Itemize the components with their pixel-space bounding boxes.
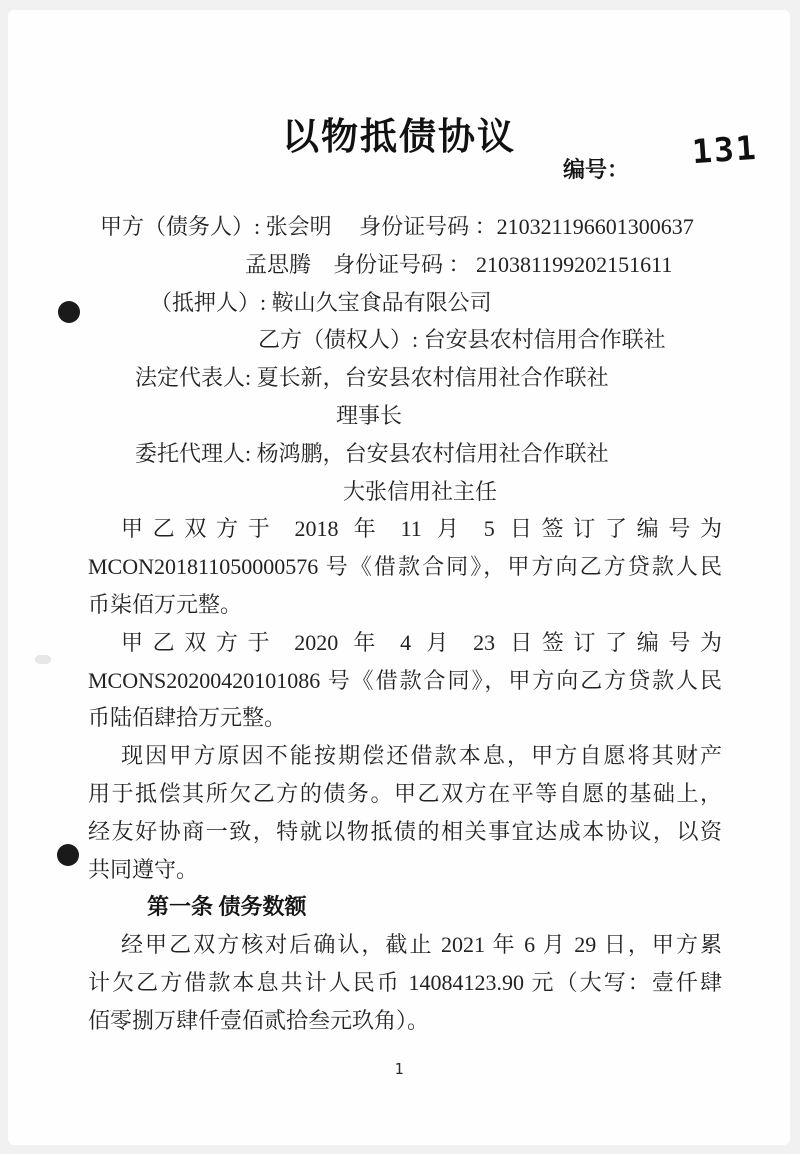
document-body [88, 208, 722, 1040]
loan-2020-line-1: 甲乙双方于 2020 年 4 月 23 日签订了编号为 [121, 629, 722, 655]
mortgagor-line: （抵押人）: 鞍山久宝食品有限公司 [150, 289, 492, 315]
party-a-debtor-line: 甲方（债务人）: 张会明 身份证号码 ：210321196601300637 [100, 214, 694, 239]
preamble-line-1: 现因甲方原因不能按期偿还借款本息，甲方自愿将其财产 [121, 743, 722, 769]
binder-hole-mark-bottom [57, 844, 79, 866]
chairman-title-line: 理事长 [336, 402, 403, 428]
handwritten-serial: 131 [690, 127, 759, 172]
preamble-line-4: 共同遵守。 [88, 856, 199, 882]
binder-hole-mark-top [58, 301, 80, 323]
legal-representative-line: 法定代表人: 夏长新，台安县农村信用社合作联社 [135, 365, 609, 391]
agent-title-line: 大张信用社主任 [343, 478, 498, 504]
loan-2018-line-3: 币柒佰万元整。 [88, 591, 243, 617]
scanned-page [8, 10, 790, 1145]
page-number: 1 [394, 1060, 404, 1078]
loan-2018-line-1: 甲乙双方于 2018 年 11 月 5 日签订了编号为 [121, 516, 722, 542]
preamble-line-3: 经友好协商一致，特就以物抵债的相关事宜达成本协议，以资 [88, 818, 722, 844]
loan-2020-line-2: MCONS20200420101086 号《借款合同》，甲方向乙方贷款人民 [88, 667, 722, 693]
article-1-line-1: 经甲乙双方核对后确认，截止 2021 年 6 月 29 日，甲方累 [121, 932, 722, 958]
loan-2018-line-2: MCON201811050000576 号《借款合同》，甲方向乙方贷款人民 [88, 554, 722, 580]
document-title: 以物抵债协议 [282, 116, 516, 157]
document-number-label: 编号： [563, 157, 630, 182]
article-1-heading: 第一条 债务数额 [147, 894, 307, 920]
loan-2020-line-3: 币陆佰肆拾万元整。 [88, 705, 287, 731]
party-b-creditor-line: 乙方（债权人）: 台安县农村信用合作联社 [258, 327, 666, 353]
article-1-line-3: 佰零捌万肆仟壹佰贰拾叁元玖角）。 [88, 1007, 430, 1033]
party-a-second-debtor-line: 孟思腾 身份证号码 ： 210381199202151611 [245, 251, 673, 277]
entrusted-agent-line: 委托代理人: 杨鸿鹏，台安县农村信用社合作联社 [135, 440, 609, 466]
article-1-line-2: 计欠乙方借款本息共计人民币 14084123.90 元（大写：壹仟肆 [88, 969, 722, 995]
scan-smudge [35, 655, 51, 664]
preamble-line-2: 用于抵偿其所欠乙方的债务。甲乙双方在平等自愿的基础上， [88, 780, 722, 806]
